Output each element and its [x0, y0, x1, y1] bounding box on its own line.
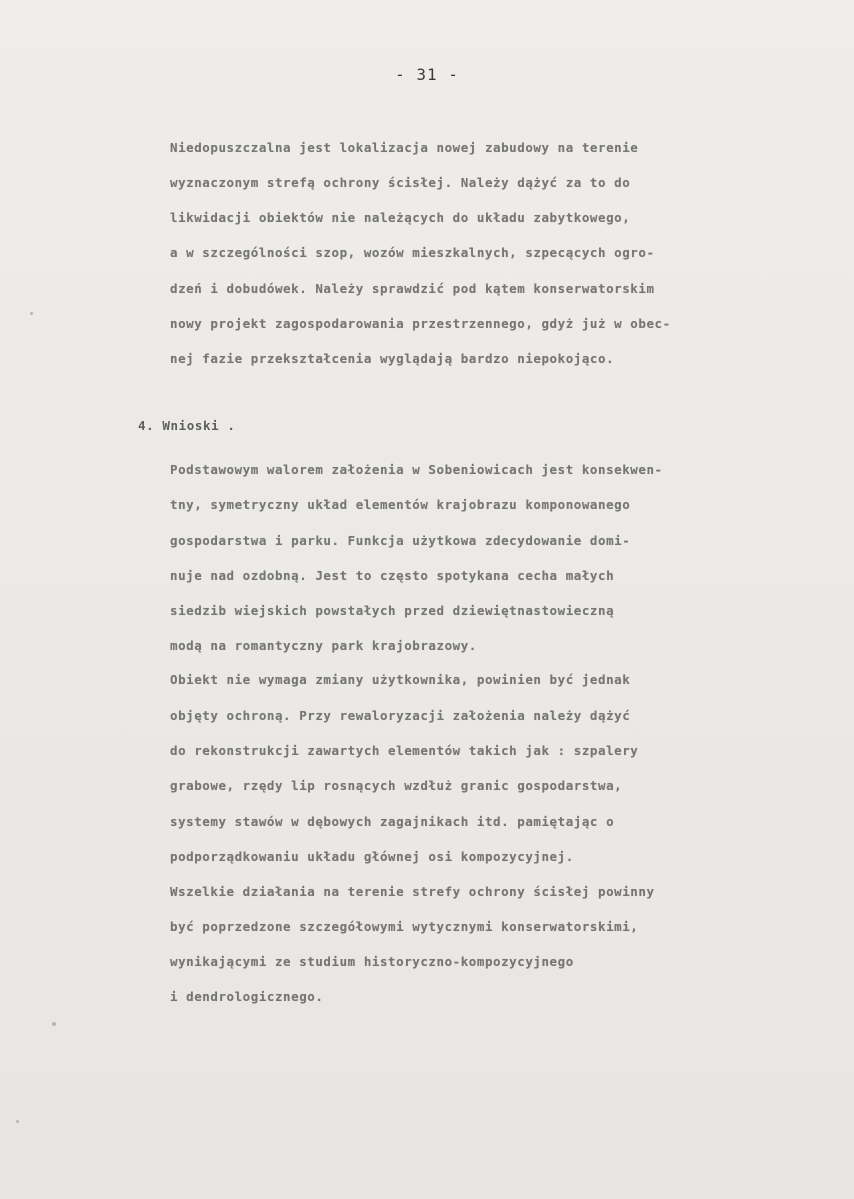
- scan-speck: [30, 312, 33, 315]
- page-number: - 31 -: [395, 65, 459, 84]
- paragraph-1-line-4: a w szczególności szop, wozów mieszkalnych, szpecących ogro-: [170, 245, 655, 260]
- paragraph-2-line-2: tny, symetryczny układ elementów krajobrazu komponowanego: [170, 497, 631, 512]
- scan-speck: [16, 1120, 19, 1123]
- paragraph-1-line-6: nowy projekt zagospodarowania przestrzennego, gdyż już w obec-: [170, 316, 671, 331]
- paragraph-2-line-5: siedzib wiejskich powstałych przed dziewiętnastowieczną: [170, 603, 615, 618]
- paragraph-2-line-1: Podstawowym walorem założenia w Sobeniowicach jest konsekwen-: [170, 462, 663, 477]
- paragraph-3-line-6: podporządkowaniu układu głównej osi kompozycyjnej.: [170, 849, 574, 864]
- paragraph-1-line-1: Niedopuszczalna jest lokalizacja nowej zabudowy na terenie: [170, 140, 639, 155]
- paragraph-3-line-2: objęty ochroną. Przy rewaloryzacji założenia należy dążyć: [170, 708, 631, 723]
- paragraph-3-line-1: Obiekt nie wymaga zmiany użytkownika, powinien być jednak: [170, 672, 631, 687]
- section-heading: 4. Wnioski .: [138, 418, 236, 433]
- scan-speck: [52, 1022, 56, 1026]
- paragraph-2-line-3: gospodarstwa i parku. Funkcja użytkowa zdecydowanie domi-: [170, 533, 631, 548]
- paragraph-1-line-5: dzeń i dobudówek. Należy sprawdzić pod kątem konserwatorskim: [170, 281, 655, 296]
- paragraph-3-line-4: grabowe, rzędy lip rosnących wzdłuż granic gospodarstwa,: [170, 778, 623, 793]
- paragraph-4-line-4: i dendrologicznego.: [170, 989, 324, 1004]
- paragraph-1-line-2: wyznaczonym strefą ochrony ścisłej. Należy dążyć za to do: [170, 175, 631, 190]
- paragraph-2-line-6: modą na romantyczny park krajobrazowy.: [170, 638, 477, 653]
- paragraph-2-line-4: nuje nad ozdobną. Jest to często spotykana cecha małych: [170, 568, 615, 583]
- paragraph-1-line-3: likwidacji obiektów nie należących do układu zabytkowego,: [170, 210, 631, 225]
- paragraph-4-line-2: być poprzedzone szczegółowymi wytycznymi konserwatorskimi,: [170, 919, 639, 934]
- paragraph-3-line-3: do rekonstrukcji zawartych elementów takich jak : szpalery: [170, 743, 639, 758]
- paragraph-4-line-1: Wszelkie działania na terenie strefy ochrony ścisłej powinny: [170, 884, 655, 899]
- paragraph-4-line-3: wynikającymi ze studium historyczno-kompozycyjnego: [170, 954, 574, 969]
- paragraph-1-line-7: nej fazie przekształcenia wyglądają bardzo niepokojąco.: [170, 351, 615, 366]
- paragraph-3-line-5: systemy stawów w dębowych zagajnikach itd. pamiętając o: [170, 814, 615, 829]
